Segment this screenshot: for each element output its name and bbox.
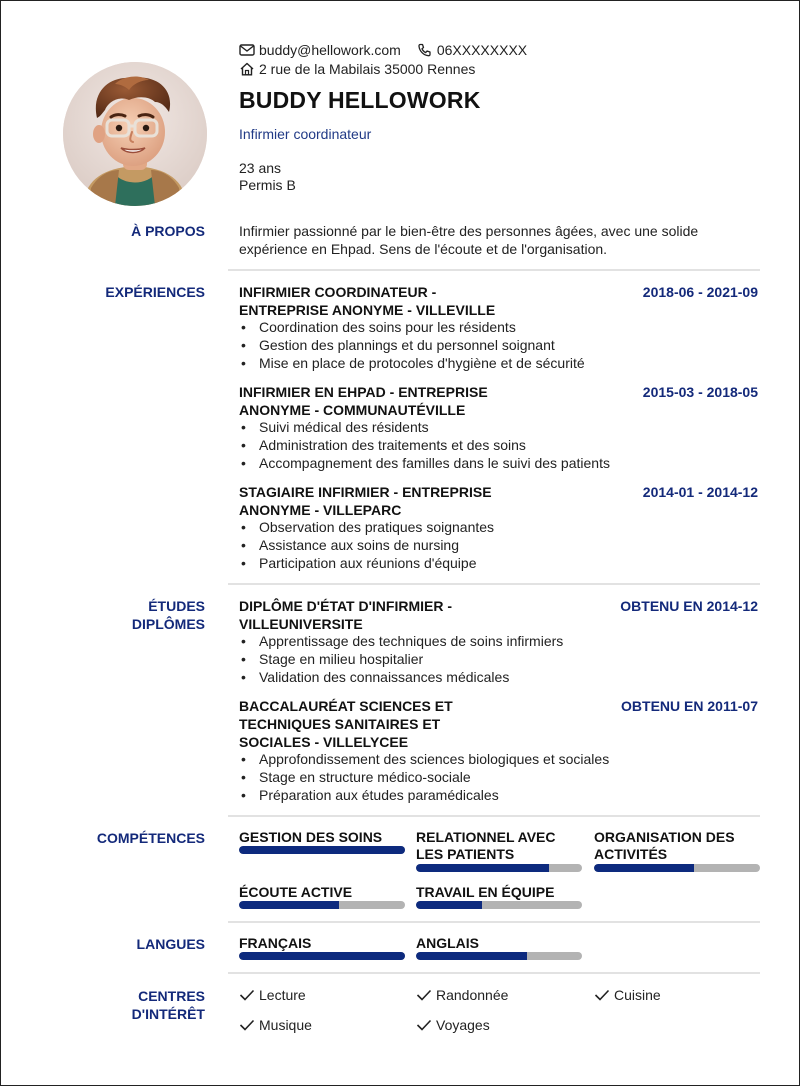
education-title-line: TECHNIQUES SANITAIRES ET [239, 716, 441, 732]
education-title-line: DIPLÔME D'ÉTAT D'INFIRMIER - [239, 598, 453, 614]
education-2-date: OBTENU EN 2011-07 [621, 698, 758, 714]
section-label-education [132, 597, 205, 633]
education-2-title [239, 697, 453, 751]
experience-title-line: ANONYME - VILLEPARC [239, 502, 402, 518]
home-icon [239, 62, 255, 76]
experience-2-bullets [239, 418, 610, 472]
skill-level-fill [594, 864, 694, 872]
list-item: • Préparation aux études paramédicales [239, 786, 609, 804]
education-1-bullets [239, 632, 563, 686]
skill-organisation [594, 829, 760, 863]
phone-group [417, 42, 527, 58]
experience-title-line: INFIRMIER COORDINATEUR - [239, 284, 437, 300]
skill-gestion-des-soins [239, 829, 405, 846]
education-2-bullets [239, 750, 609, 804]
section-label-line: D'INTÉRÊT [131, 1006, 205, 1022]
checkmark-icon [416, 988, 432, 1002]
section-label-line: DIPLÔMES [131, 616, 205, 632]
contact-row [239, 42, 527, 58]
language-english [416, 935, 582, 952]
experience-title-line: ENTREPRISE ANONYME - VILLEVILLE [239, 302, 496, 318]
license-text: Permis B [239, 177, 296, 193]
about-text [239, 222, 759, 258]
section-label-languages: LANGUES [136, 936, 205, 952]
experience-1-bullets [239, 318, 585, 372]
skill-relationnel [416, 829, 582, 863]
language-level-fill [239, 952, 405, 960]
skill-name: GESTION DES SOINS [239, 829, 383, 845]
list-item: • Approfondissement des sciences biologiques et sociales [239, 750, 609, 768]
interest-item [239, 1017, 312, 1033]
education-1-date: OBTENU EN 2014-12 [620, 598, 758, 614]
checkmark-icon [239, 988, 255, 1002]
interest-label: Cuisine [614, 987, 661, 1003]
email-icon [239, 43, 255, 57]
language-level-bar [416, 952, 582, 960]
skill-level-bar [416, 901, 582, 909]
experience-3-date: 2014-01 - 2014-12 [642, 484, 758, 500]
skill-level-bar [594, 864, 760, 872]
experience-2-date: 2015-03 - 2018-05 [642, 384, 758, 400]
skill-ecoute-active [239, 884, 405, 901]
list-item: • Assistance aux soins de nursing [239, 536, 494, 554]
phone-text[interactable]: 06XXXXXXXX [436, 42, 528, 58]
section-divider [228, 972, 760, 974]
list-item: • Administration des traitements et des soins [239, 436, 610, 454]
education-title-line: VILLEUNIVERSITE [239, 616, 363, 632]
interest-label: Lecture [259, 987, 306, 1003]
skill-level-fill [416, 864, 549, 872]
experience-1-title [239, 283, 495, 319]
section-label-interests [132, 987, 205, 1023]
checkmark-icon [416, 1018, 432, 1032]
skill-name: RELATIONNEL AVEC [416, 829, 556, 845]
list-item: • Accompagnement des familles dans le suivi des patients [239, 454, 610, 472]
section-label-experiences: EXPÉRIENCES [105, 284, 205, 300]
experience-title-line: ANONYME - COMMUNAUTÉVILLE [239, 402, 466, 418]
avatar-illustration [63, 62, 207, 206]
section-divider [228, 815, 760, 817]
interest-label: Voyages [436, 1017, 490, 1033]
experience-2-title [239, 383, 488, 419]
interest-item [239, 987, 306, 1003]
age-text: 23 ans [239, 160, 282, 176]
skill-name: ACTIVITÉS [594, 846, 668, 862]
interest-item [416, 987, 508, 1003]
section-label-skills: COMPÉTENCES [96, 830, 205, 846]
education-title-line: BACCALAURÉAT SCIENCES ET [239, 698, 453, 714]
section-divider [228, 269, 760, 271]
section-divider [228, 921, 760, 923]
experience-1-date: 2018-06 - 2021-09 [642, 284, 758, 300]
section-label-line: CENTRES [138, 988, 205, 1004]
skill-name: LES PATIENTS [416, 846, 515, 862]
interest-item [416, 1017, 490, 1033]
list-item: • Stage en structure médico-sociale [239, 768, 609, 786]
checkmark-icon [594, 988, 610, 1002]
list-item: • Participation aux réunions d'équipe [239, 554, 494, 572]
list-item: • Validation des connaissances médicales [239, 668, 563, 686]
language-level-fill [416, 952, 527, 960]
skill-travail-en-equipe [416, 884, 582, 901]
skill-level-fill [416, 901, 482, 909]
skill-name: ÉCOUTE ACTIVE [239, 884, 353, 900]
language-name: FRANÇAIS [239, 935, 312, 951]
about-line: expérience en Ehpad. Sens de l'écoute et de l'organisation. [239, 241, 608, 257]
education-1-title [239, 597, 452, 633]
address-text: 2 rue de la Mabilais 35000 Rennes [259, 61, 476, 77]
interest-item [594, 987, 661, 1003]
interest-label: Randonnée [436, 987, 509, 1003]
skill-level-fill [239, 846, 405, 854]
list-item: • Observation des pratiques soignantes [239, 518, 494, 536]
avatar [63, 62, 207, 206]
language-level-bar [239, 952, 405, 960]
experience-3-bullets [239, 518, 494, 572]
phone-icon [417, 43, 433, 57]
skill-name: TRAVAIL EN ÉQUIPE [416, 884, 555, 900]
list-item: • Suivi médical des résidents [239, 418, 610, 436]
address-row [239, 61, 475, 77]
list-item: • Mise en place de protocoles d'hygiène et de sécurité [239, 354, 585, 372]
experience-title-line: INFIRMIER EN EHPAD - ENTREPRISE [239, 384, 488, 400]
list-item: • Coordination des soins pour les résidents [239, 318, 585, 336]
language-name: ANGLAIS [416, 935, 479, 951]
language-french [239, 935, 405, 952]
skill-level-bar [416, 864, 582, 872]
candidate-name: BUDDY HELLOWORK [239, 87, 481, 113]
skill-level-bar [239, 901, 405, 909]
section-divider [228, 583, 760, 585]
skill-name: ORGANISATION DES [594, 829, 735, 845]
skill-level-bar [239, 846, 405, 854]
experience-title-line: STAGIAIRE INFIRMIER - ENTREPRISE [239, 484, 492, 500]
checkmark-icon [239, 1018, 255, 1032]
email-text[interactable]: buddy@hellowork.com [259, 42, 401, 58]
list-item: • Gestion des plannings et du personnel soignant [239, 336, 585, 354]
about-line: Infirmier passionné par le bien-être des personnes âgées, avec une solide [239, 223, 699, 239]
section-label-about: À PROPOS [131, 223, 205, 239]
job-title: Infirmier coordinateur [239, 126, 372, 142]
list-item: • Apprentissage des techniques de soins infirmiers [239, 632, 563, 650]
experience-3-title [239, 483, 492, 519]
education-title-line: SOCIALES - VILLELYCEE [239, 734, 409, 750]
interest-label: Musique [259, 1017, 312, 1033]
skill-level-fill [239, 901, 339, 909]
section-label-line: ÉTUDES [148, 598, 205, 614]
list-item: • Stage en milieu hospitalier [239, 650, 563, 668]
